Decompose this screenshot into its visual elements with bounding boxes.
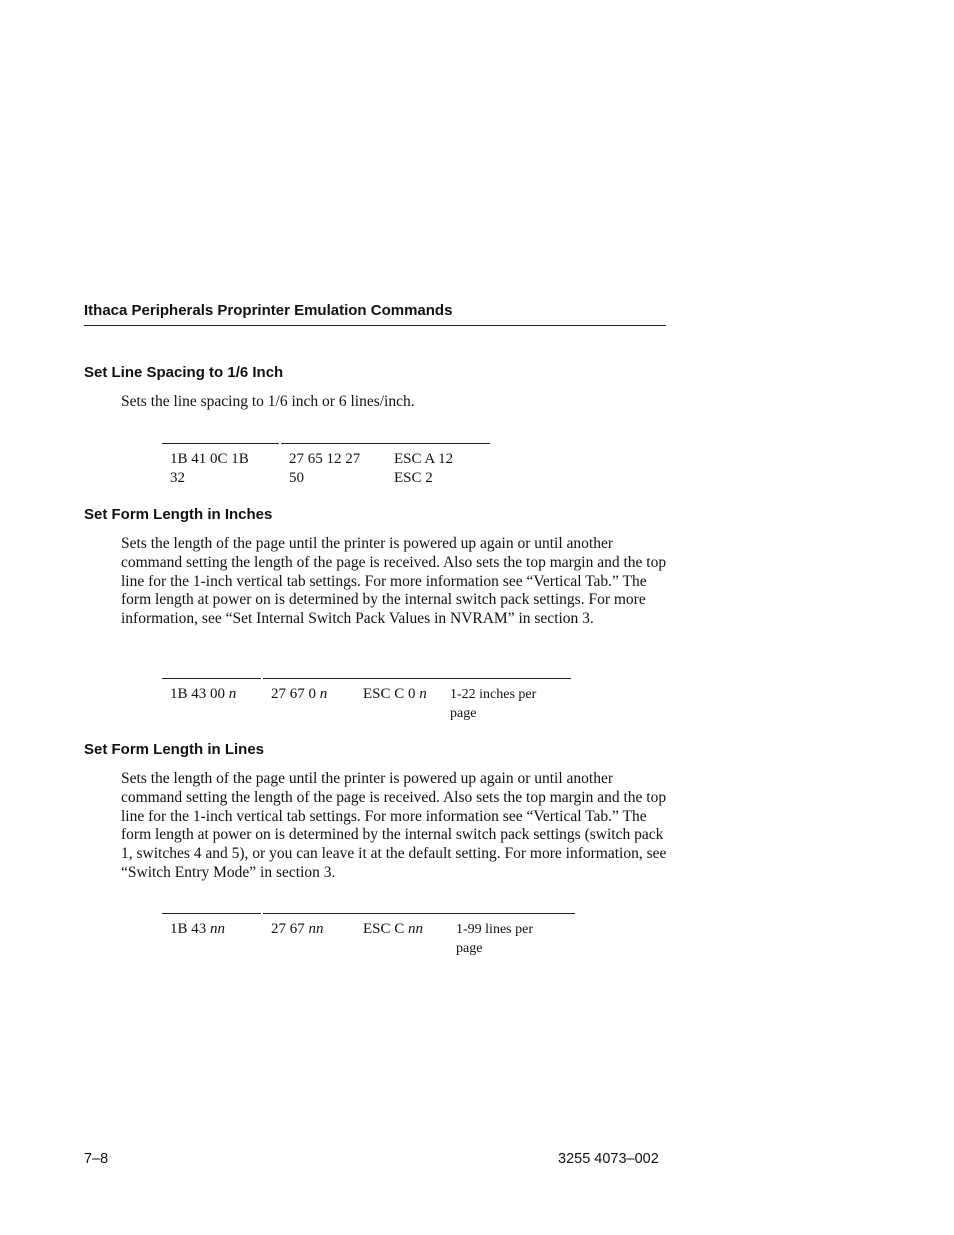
ascii-cell	[355, 679, 445, 704]
ascii-value: ESC A 12	[394, 451, 454, 467]
hex-value: 32	[170, 469, 185, 486]
section-body-form-length-lines: Sets the length of the page until the printer is powered up again or until another command setting the length of the page is received. Also sets the top margin and the top line for the 1-inch vertical tab settings. For more information see “Vertical Tab.” The form length at power on is determined by the internal switch pack settings (switch pack 1, switches 4 and 5), or you can leave it at the default setting. For more information, see “Switch Entry Mode” in section 3.	[121, 770, 667, 881]
section-title-form-length-inches: Set Form Length in Inches	[84, 506, 273, 523]
ascii-value: ESC 2	[394, 469, 433, 486]
section-body-form-length-inches: Sets the length of the page until the printer is powered up again or until another command setting the length of the page is received. Also sets the top margin and the top line for the 1-inch vertical tab settings. For more information see “Vertical Tab.” The form length at power on is determined by the internal switch pack settings. For more information, see “Set Internal Switch Pack Values in NVRAM” in section 3.	[121, 535, 667, 628]
dec-value: 27 67 0 n	[271, 686, 328, 702]
note-cell	[442, 679, 567, 723]
dec-value: 27 67 nn	[271, 921, 324, 937]
param: nn	[210, 921, 226, 937]
ascii-value: ESC C 0 n	[363, 686, 427, 702]
hex-cell	[162, 913, 261, 939]
hex-value: 1B 43 nn	[170, 921, 226, 937]
hex-cell	[162, 443, 279, 487]
ascii-cell	[386, 444, 486, 487]
note-text: 1-99 lines per	[456, 922, 533, 937]
ascii-cell	[355, 914, 445, 939]
ascii-value: ESC C nn	[363, 921, 424, 937]
document-number: 3255 4073–002	[558, 1151, 659, 1167]
hex-cell	[162, 678, 261, 704]
note-text: 1-22 inches per	[450, 687, 537, 702]
page-number: 7–8	[84, 1151, 109, 1167]
param: nn	[308, 921, 324, 937]
param: n	[319, 686, 328, 702]
hex-value: 1B 41 0C 1B	[170, 451, 249, 467]
dec-value: 50	[289, 469, 304, 486]
param: n	[228, 686, 237, 702]
note-text: page	[450, 706, 477, 721]
note-text: page	[456, 941, 483, 956]
dec-value: 27 65 12 27	[289, 451, 361, 467]
section-title-line-spacing: Set Line Spacing to 1/6 Inch	[84, 364, 284, 381]
section-body-line-spacing: Sets the line spacing to 1/6 inch or 6 lines/inch.	[121, 393, 415, 410]
param: nn	[408, 921, 424, 937]
section-title-form-length-lines: Set Form Length in Lines	[84, 741, 265, 758]
hex-value: 1B 43 00 n	[170, 686, 237, 702]
param: n	[419, 686, 427, 702]
note-cell	[448, 914, 573, 958]
page-header: Ithaca Peripherals Proprinter Emulation Commands	[84, 302, 666, 326]
